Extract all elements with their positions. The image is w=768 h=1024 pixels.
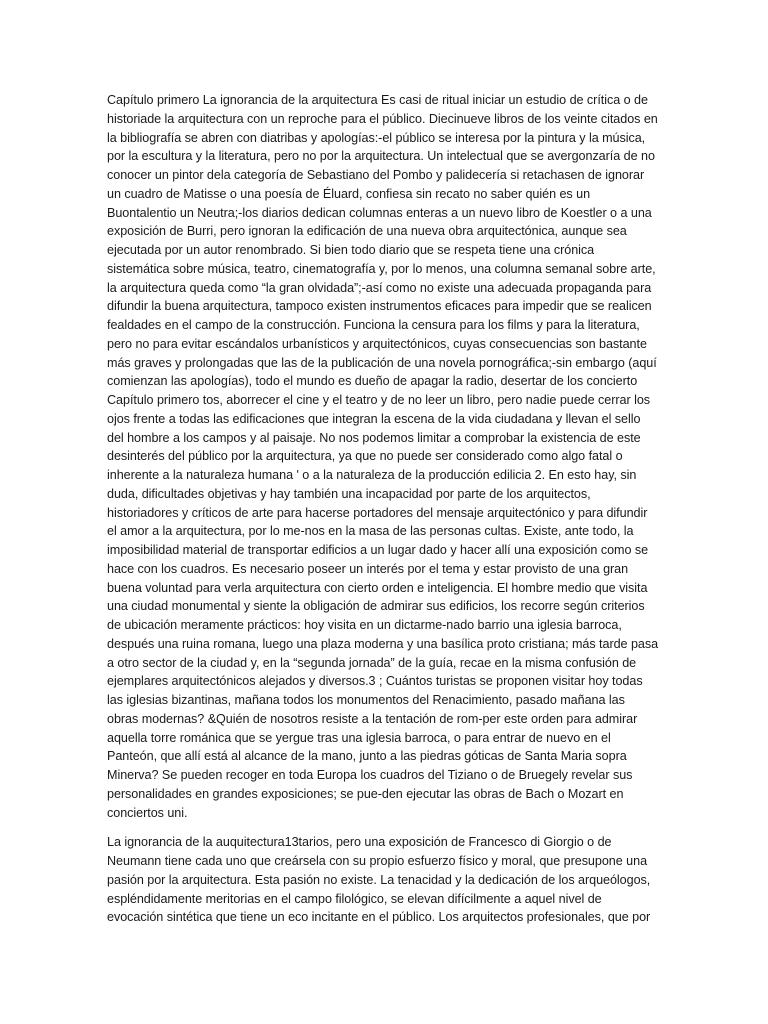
paragraph-2: La ignorancia de la auquitectura13tarios, pero una exposición de Francesco di Giorgio o de Neumann tiene cada uno que creársela con su propio esfuerzo físico y moral, que presupone una pasión por la arquitectura. Esta pasión no existe. La tenacidad y la dedicación de los arqueólogos, espléndidamente meritorias en el campo filológico, se elevan difícilmente a aquel nivel de evocación sintética que tiene un eco incitante en el público. Los arquitectos profesionales, que por: [107, 835, 651, 925]
paragraph-1: Capítulo primero La ignorancia de la arquitectura Es casi de ritual iniciar un estudio de crítica o de historiade la arquitectura con un reproche para el público. Diecinueve libros de los veinte citados en la bibliografía se abren con diatribas y apologías:-el público se interesa por la pintura y la música, por la escultura y la literatura, pero no por la arquitectura. Un intelectual que se avergonzaría de no conocer un pintor dela categoría de Sebastiano del Pombo y palidecería si retachasen de ignorar un cuadro de Matisse o una poesía de Éluard, confiesa sin recato no saber quién es un Buontalentio un Neutra;-los diarios dedican columnas enteras a un nuevo libro de Koestler o a una exposición de Burri, pero ignoran la edificación de una nueva obra arquitectónica, aunque sea ejecutada por un autor renombrado. Si bien todo diario que se respeta tiene una crónica sistemática sobre música, teatro, cinematografía y, por lo menos, una columna semanal sobre arte, la arquitectura queda como “la gran olvidada”;-así como no existe una adecuada propaganda para difundir la buena arquitectura, tampoco existen instrumentos eficaces para impedir que se realicen fealdades en el campo de la construcción. Funciona la censura para los films y para la literatura, pero no para evitar escándalos urbanísticos y arquitectónicos, cuyas consecuencias son bastante más graves y prolongadas que las de la publicación de una novela pornográfica;-sin embargo (aquí comienzan las apologías), todo el mundo es dueño de apagar la radio, desertar de los concierto Capítulo primero tos, aborrecer el cine y el teatro y de no leer un libro, pero nadie puede cerrar los ojos frente a todas las edificaciones que integran la escena de la vida ciudadana y llevan el sello del hombre a los campos y al paisaje. No nos podemos limitar a comprobar la existencia de este desinterés del público por la arquitectura, ya que no puede ser considerado como algo fatal o inherente a la naturaleza humana ' o a la naturaleza de la producción edilicia 2. En esto hay, sin duda, dificultades objetivas y hay también una incapacidad por parte de los arquitectos, historiadores y críticos de arte para hacerse portadores del mensaje arquitectónico y para difundir el amor a la arquitectura, por lo me-nos en la masa de las personas cultas. Existe, ante todo, la imposibilidad material de transportar edificios a un lugar dado y hacer allí una exposición como se hace con los cuadros. Es necesario poseer un interés por el tema y estar provisto de una gran buena voluntad para verla arquitectura con cierto orden e inteligencia. El hombre medio que visita una ciudad monumental y siente la obligación de admirar sus edificios, los recorre según criterios de ubicación meramente prácticos: hoy visita en un dictarme-nado barrio una iglesia barroca, después una ruina romana, luego una plaza moderna y una basílica proto cristiana; más tarde pasa a otro sector de la ciudad y, en la “segunda jornada” de la guía, recae en la misma confusión de ejemplares arquitectónicos alejados y diversos.3 ; Cuántos turistas se proponen visitar hoy todas las iglesias bizantinas, mañana todos los monumentos del Renacimiento, pasado mañana las obras modernas? &Quién de nosotros resiste a la tentación de rom-per este orden para admirar aquella torre románica que se yergue tras una iglesia barroca, o para entrar de nuevo en el Panteón, que allí está al alcance de la mano, junto a las piedras góticas de Santa Maria sopra Minerva? Se pueden recoger en toda Europa los cuadros del Tiziano o de Bruegely revelar sus personalidades en grandes exposiciones; se pue-den ejecutar las obras de Bach o Mozart en conciertos uni.: [107, 93, 659, 820]
document-body: [107, 91, 659, 938]
